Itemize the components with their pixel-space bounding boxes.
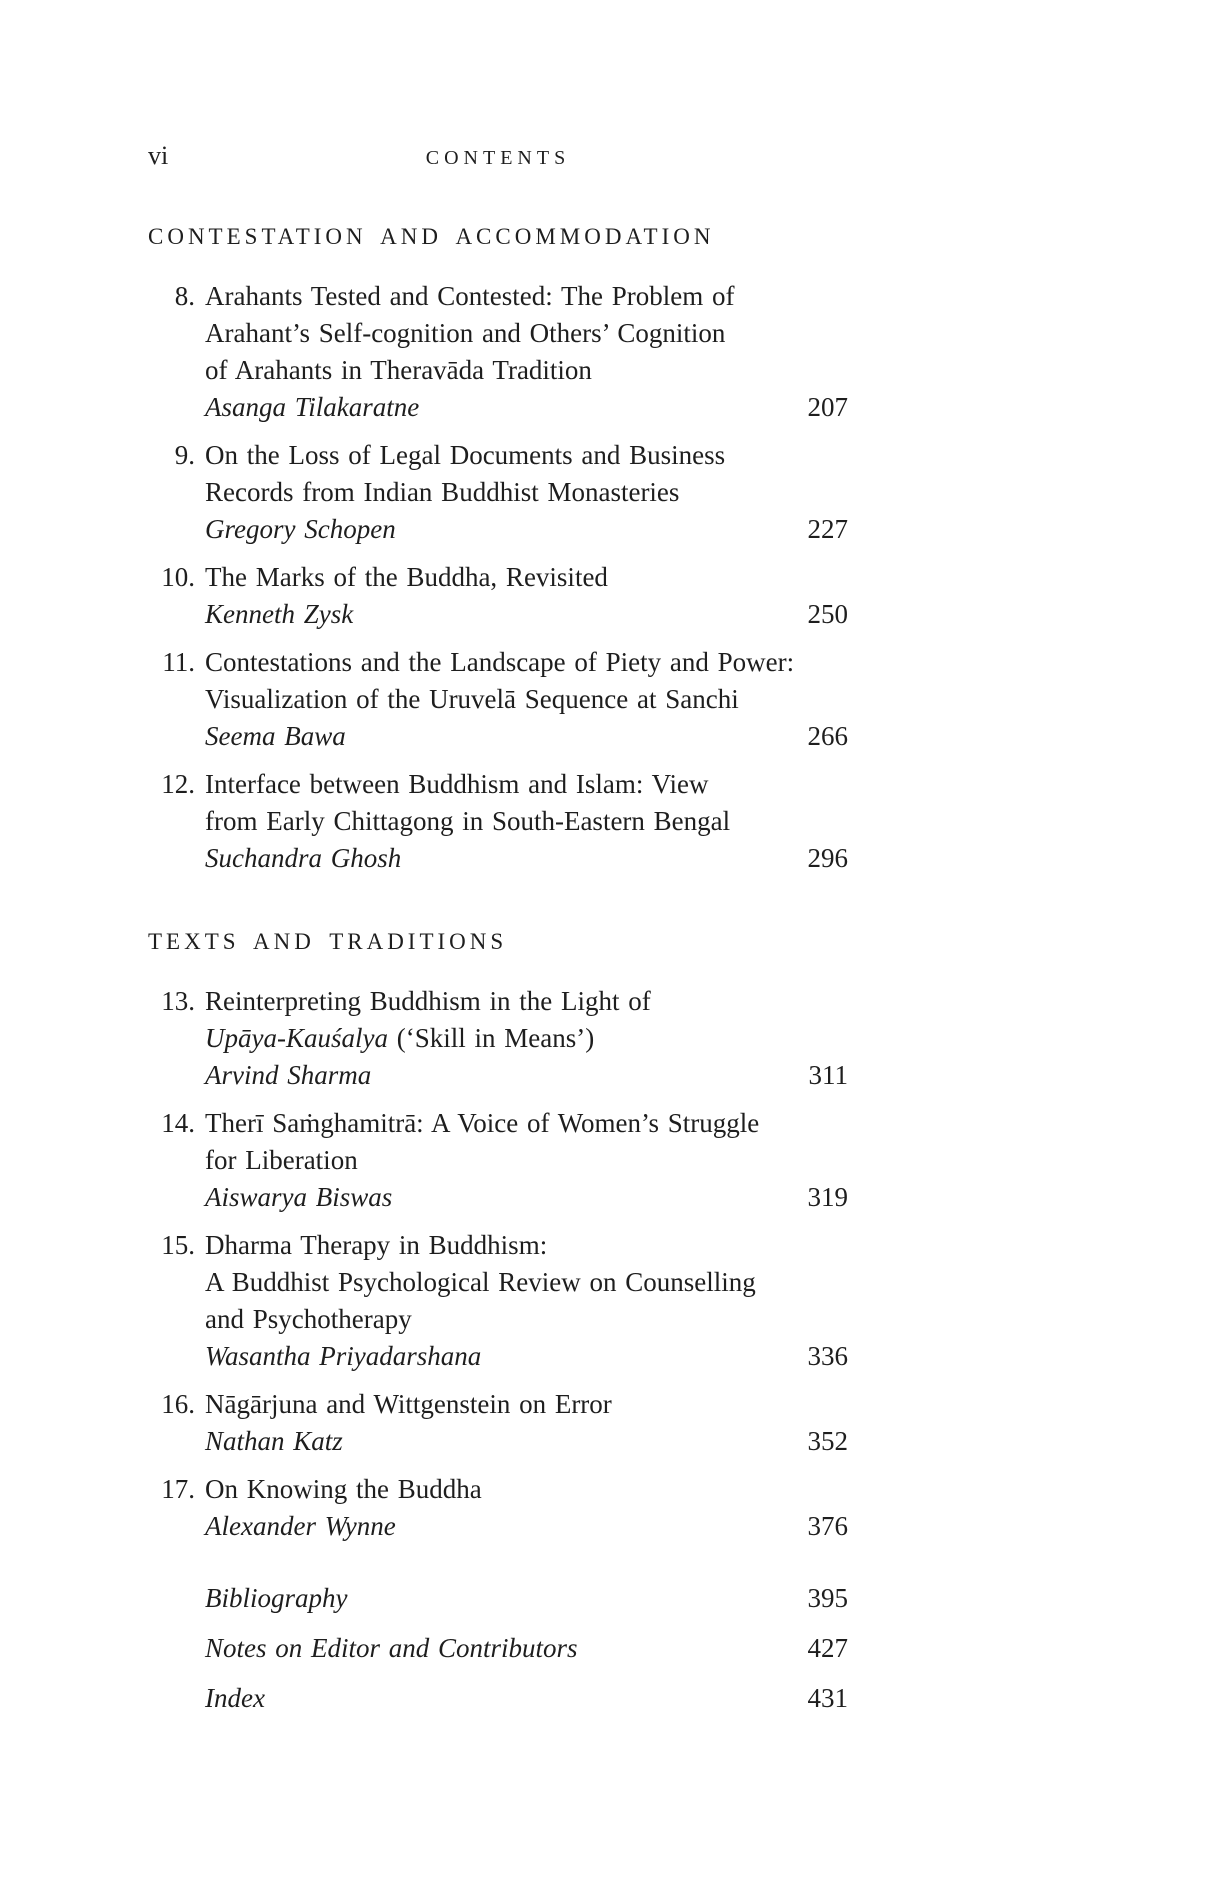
entry-author: Wasantha Priyadarshana	[205, 1341, 482, 1371]
toc-entry	[148, 1105, 848, 1216]
title-segment: On the Loss of Legal Documents and Business	[205, 440, 726, 470]
entry-title-row	[148, 474, 848, 511]
entry-title-line	[205, 1020, 848, 1057]
title-segment: Arahants Tested and Contested: The Problem of	[205, 281, 735, 311]
entry-author-row	[148, 1508, 848, 1545]
entry-title-row	[148, 644, 848, 681]
toc-entry	[148, 1386, 848, 1460]
entry-title-line	[205, 437, 848, 474]
running-head-title: CONTENTS	[425, 147, 571, 169]
title-segment: for Liberation	[205, 1145, 358, 1175]
entry-page-number: 296	[807, 843, 848, 873]
toc-entry	[148, 983, 848, 1094]
title-segment: Records from Indian Buddhist Monasteries	[205, 477, 680, 507]
entry-title-line	[205, 1301, 848, 1338]
entry-number: 10.	[161, 562, 195, 592]
entry-author-row	[148, 389, 848, 426]
entry-title-row	[148, 1301, 848, 1338]
entry-number: 8.	[174, 281, 195, 311]
back-matter	[148, 1580, 848, 1717]
entry-title-line	[205, 1105, 848, 1142]
entry-author-row	[148, 718, 848, 755]
entry-number: 9.	[174, 440, 195, 470]
entry-title-line	[205, 315, 848, 352]
entry-number: 12.	[161, 769, 195, 799]
entry-title-line	[205, 1386, 848, 1423]
entry-author: Arvind Sharma	[205, 1060, 372, 1090]
entry-title-line	[205, 644, 848, 681]
toc-entry	[148, 766, 848, 877]
toc-entry	[148, 559, 848, 633]
title-italic-segment: Upāya-Kauśalya	[205, 1023, 388, 1053]
entry-author-row	[148, 1338, 848, 1375]
back-matter-page-number: 427	[807, 1633, 848, 1663]
entry-page-number: 227	[807, 514, 848, 544]
entry-title-row	[148, 1020, 848, 1057]
entry-title-line	[205, 803, 848, 840]
entry-title-row	[148, 681, 848, 718]
entry-author-row	[148, 1423, 848, 1460]
page-header	[148, 140, 848, 172]
folio-page-number: vi	[148, 141, 169, 170]
entry-number: 11.	[162, 647, 195, 677]
title-segment: Visualization of the Uruvelā Sequence at Sanchi	[205, 684, 739, 714]
title-segment: Nāgārjuna and Wittgenstein on Error	[205, 1389, 612, 1419]
entry-title-row	[148, 437, 848, 474]
entry-page-number: 319	[807, 1182, 848, 1212]
entry-title-row	[148, 803, 848, 840]
entry-title-line	[205, 278, 848, 315]
title-segment: The Marks of the Buddha, Revisited	[205, 562, 608, 592]
entry-page-number: 266	[807, 721, 848, 751]
entry-title-line	[205, 983, 848, 1020]
entry-title-row	[148, 1471, 848, 1508]
entry-title-row	[148, 1105, 848, 1142]
back-matter-row	[148, 1630, 848, 1667]
toc-entry	[148, 644, 848, 755]
title-segment: Reinterpreting Buddhism in the Light of	[205, 986, 651, 1016]
entry-author-row	[148, 511, 848, 548]
entry-title-line	[205, 474, 848, 511]
entry-title-line	[205, 559, 848, 596]
title-segment: and Psychotherapy	[205, 1304, 412, 1334]
entry-author-row	[148, 1179, 848, 1216]
back-matter-title: Index	[205, 1683, 265, 1713]
toc-entry	[148, 278, 848, 426]
title-segment: On Knowing the Buddha	[205, 1474, 482, 1504]
entry-page-number: 336	[807, 1341, 848, 1371]
title-segment: Interface between Buddhism and Islam: View	[205, 769, 709, 799]
entry-number: 16.	[161, 1389, 195, 1419]
title-segment: (‘Skill in Means’)	[387, 1023, 595, 1053]
entry-title-line	[205, 352, 848, 389]
entry-title-row	[148, 352, 848, 389]
entry-title-line	[205, 681, 848, 718]
title-segment: of Arahants in Theravāda Tradition	[205, 355, 592, 385]
toc-entry	[148, 1227, 848, 1375]
title-segment: A Buddhist Psychological Review on Counselling	[205, 1267, 756, 1297]
back-matter-page-number: 431	[807, 1683, 848, 1713]
back-matter-row	[148, 1680, 848, 1717]
entry-title-row	[148, 1264, 848, 1301]
toc-entry	[148, 1471, 848, 1545]
entry-author: Seema Bawa	[205, 721, 346, 751]
entry-author: Aiswarya Biswas	[205, 1182, 393, 1212]
entry-title-line	[205, 1264, 848, 1301]
entry-number: 13.	[161, 986, 195, 1016]
title-segment: Arahant’s Self-cognition and Others’ Cognition	[205, 318, 726, 348]
entry-author-row	[148, 1057, 848, 1094]
entry-author: Gregory Schopen	[205, 514, 396, 544]
entry-page-number: 311	[808, 1060, 848, 1090]
entry-page-number: 250	[807, 599, 848, 629]
section-heading: CONTESTATION AND ACCOMMODATION	[148, 224, 715, 249]
entry-author: Kenneth Zysk	[205, 599, 354, 629]
back-matter-title: Notes on Editor and Contributors	[205, 1633, 578, 1663]
entry-title-row	[148, 559, 848, 596]
title-segment: Contestations and the Landscape of Piety and Power:	[205, 647, 795, 677]
section-heading: TEXTS AND TRADITIONS	[148, 929, 508, 954]
table-of-contents	[148, 222, 848, 1717]
entry-title-line	[205, 1142, 848, 1179]
back-matter-row	[148, 1580, 848, 1617]
entry-page-number: 376	[807, 1511, 848, 1541]
title-segment: Therī Saṁghamitrā: A Voice of Women’s Struggle	[205, 1108, 760, 1138]
entry-number: 17.	[161, 1474, 195, 1504]
entry-author: Nathan Katz	[205, 1426, 343, 1456]
entry-page-number: 207	[807, 392, 848, 422]
entry-page-number: 352	[807, 1426, 848, 1456]
entry-author-row	[148, 596, 848, 633]
entry-title-row	[148, 766, 848, 803]
back-matter-page-number: 395	[807, 1583, 848, 1613]
entry-number: 14.	[161, 1108, 195, 1138]
entry-title-line	[205, 1227, 848, 1264]
entry-author: Alexander Wynne	[205, 1511, 396, 1541]
entry-title-row	[148, 1142, 848, 1179]
entry-title-line	[205, 1471, 848, 1508]
entry-author: Asanga Tilakaratne	[205, 392, 420, 422]
toc-entry	[148, 437, 848, 548]
title-segment: Dharma Therapy in Buddhism:	[205, 1230, 548, 1260]
entry-number: 15.	[161, 1230, 195, 1260]
entry-title-row	[148, 1227, 848, 1264]
entry-title-row	[148, 983, 848, 1020]
entry-author: Suchandra Ghosh	[205, 843, 402, 873]
title-segment: from Early Chittagong in South-Eastern Bengal	[205, 806, 731, 836]
entry-title-row	[148, 1386, 848, 1423]
back-matter-title: Bibliography	[205, 1583, 348, 1613]
entry-author-row	[148, 840, 848, 877]
entry-title-row	[148, 278, 848, 315]
entry-title-line	[205, 766, 848, 803]
entry-title-row	[148, 315, 848, 352]
